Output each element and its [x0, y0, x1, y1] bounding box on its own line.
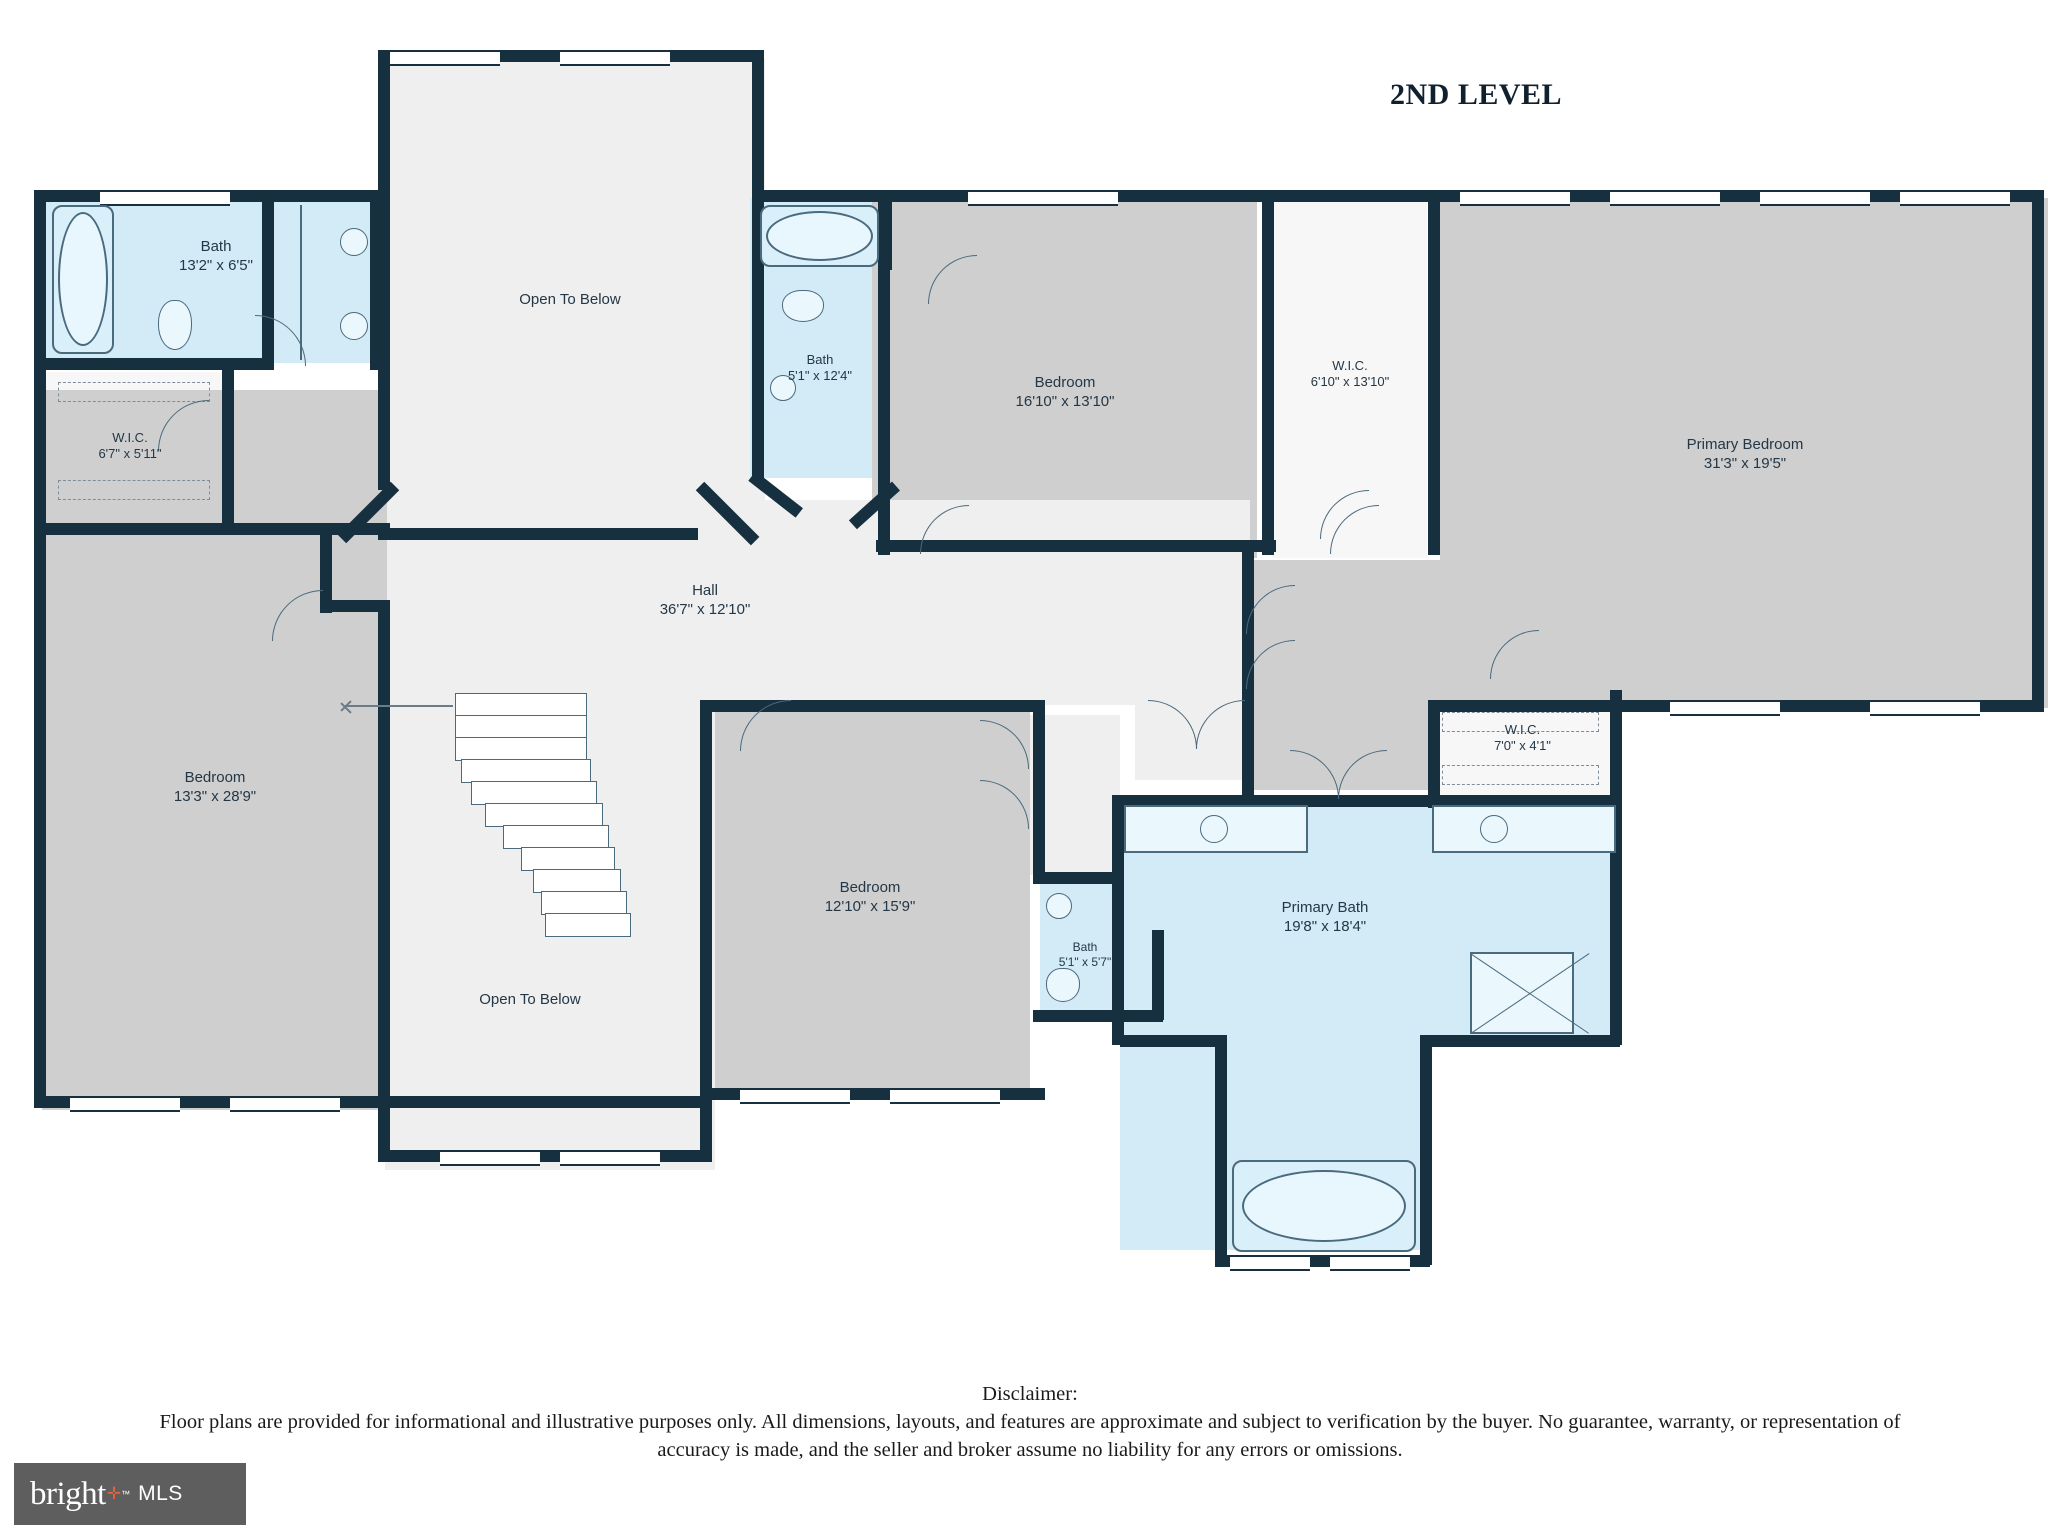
- wall-segment: [1215, 1035, 1227, 1265]
- shower-icon: [1470, 952, 1574, 1034]
- vanity-counter: [300, 205, 372, 360]
- sink-icon: [1200, 815, 1228, 843]
- closet-shelf: [1442, 765, 1599, 785]
- sink-icon: [1046, 893, 1072, 919]
- wall-segment: [34, 523, 46, 1108]
- room-label-bath-lower: Bath 5'1" x 5'7": [1058, 940, 1112, 969]
- wall-segment: [1420, 1035, 1620, 1047]
- window: [1460, 190, 1570, 206]
- wall-segment: [378, 528, 698, 540]
- toilet-icon: [782, 290, 824, 322]
- closet-shelf: [58, 480, 210, 500]
- wall-segment: [1420, 1035, 1432, 1265]
- bathtub-basin-icon: [766, 211, 873, 261]
- window: [560, 1150, 660, 1166]
- room-label-primary-bath: Primary Bath 19'8" x 18'4": [1281, 899, 1369, 935]
- logo-tm: ™: [121, 1489, 131, 1499]
- wall-segment: [700, 700, 1045, 712]
- wall-segment: [880, 190, 892, 270]
- window: [70, 1096, 180, 1112]
- wall-segment: [1033, 700, 1045, 880]
- window: [390, 50, 500, 66]
- wall-segment: [700, 1096, 712, 1162]
- window: [560, 50, 670, 66]
- logo-wordmark: bright: [30, 1475, 106, 1512]
- wall-segment: [1428, 700, 1440, 808]
- wall-segment: [34, 358, 264, 370]
- wall-segment: [320, 600, 390, 612]
- room-label-bath-upper-left: Bath 13'2" x 6'5": [179, 238, 253, 274]
- room-label-wic-upper-left: W.I.C. 6'7" x 5'11": [98, 430, 162, 461]
- wall-segment: [34, 523, 234, 535]
- window: [1670, 700, 1780, 716]
- toilet-icon: [1046, 968, 1080, 1002]
- room-label-open-to-below-lower: Open To Below: [479, 991, 581, 1008]
- room-label-primary-bedroom: Primary Bedroom 31'3" x 19'5": [1686, 436, 1804, 472]
- wall-segment: [378, 1096, 390, 1162]
- window: [1230, 1255, 1310, 1271]
- wall-segment: [1033, 872, 1123, 884]
- closet-shelf: [58, 382, 210, 402]
- window: [1330, 1255, 1410, 1271]
- brightmls-logo: [14, 1463, 246, 1525]
- room-label-hall: Hall 36'7" x 12'10": [659, 582, 751, 618]
- vanity-counter: [1432, 805, 1616, 853]
- wall-segment: [1120, 1035, 1225, 1047]
- room-label-open-to-below-upper: Open To Below: [519, 291, 621, 308]
- wall-segment: [34, 190, 46, 370]
- wall-segment: [1033, 1010, 1163, 1022]
- wall-segment: [1112, 795, 1124, 1045]
- room-label-wic-upper-right: W.I.C. 6'10" x 13'10": [1310, 358, 1390, 389]
- wall-segment: [2032, 190, 2044, 710]
- window: [1870, 700, 1980, 716]
- staircase: [455, 693, 710, 953]
- window: [440, 1150, 540, 1166]
- disclaimer-body: Floor plans are provided for informational and illustrative purposes only. All dimensions, layouts, and features are approximate and subject to verification by the buyer. No guarantee, warranty, or representation of accuracy is made, and the seller and broker assume no liability for any errors or omissions.: [159, 1411, 1901, 1461]
- wall-segment: [378, 1096, 708, 1108]
- room-label-bedroom-upper-center: Bedroom 16'10" x 13'10": [1015, 374, 1115, 410]
- window: [230, 1096, 340, 1112]
- window: [1610, 190, 1720, 206]
- logo-mls: MLS: [138, 1482, 183, 1505]
- disclaimer: [150, 1380, 1910, 1464]
- bathtub-basin-icon: [58, 212, 108, 346]
- page-title: 2ND LEVEL: [1390, 78, 1563, 111]
- window: [968, 190, 1118, 206]
- wall-segment: [222, 523, 390, 535]
- sink-icon: [1480, 815, 1508, 843]
- room-label-bedroom-left: Bedroom 13'3" x 28'9": [173, 769, 257, 805]
- room-label-wic-lower-right: W.I.C. 7'0" x 4'1": [1494, 722, 1551, 753]
- disclaimer-heading: Disclaimer:: [982, 1383, 1078, 1405]
- room-fill-open-to-below-upper: [385, 58, 765, 518]
- logo-star-icon: ✛: [106, 1484, 122, 1503]
- room-label-bath-center: Bath 5'1" x 12'4": [787, 352, 853, 383]
- window: [100, 190, 230, 206]
- bathtub-basin-icon: [1242, 1170, 1406, 1242]
- window: [1760, 190, 1870, 206]
- wall-segment: [378, 600, 390, 1108]
- window: [890, 1088, 1000, 1104]
- window: [1900, 190, 2010, 206]
- room-label-bedroom-center-lower: Bedroom 12'10" x 15'9": [824, 879, 916, 915]
- toilet-icon: [158, 300, 192, 350]
- wall-segment: [378, 50, 390, 490]
- window: [740, 1088, 850, 1104]
- wall-segment: [752, 50, 764, 198]
